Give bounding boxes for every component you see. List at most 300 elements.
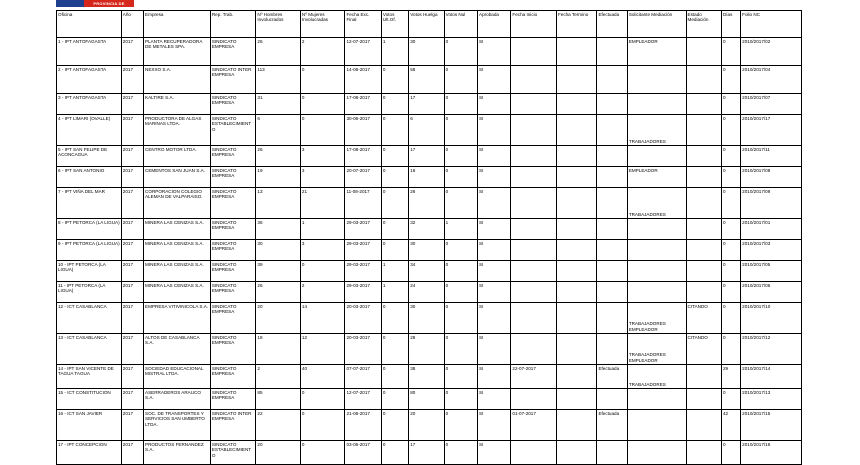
table-cell: 0 (444, 303, 477, 334)
table-cell: 0 (444, 389, 477, 410)
table-cell (597, 188, 627, 219)
table-cell: TRABAJADORES (627, 115, 686, 146)
table-cell: 113 (256, 66, 301, 94)
table-cell: SI (478, 261, 511, 282)
table-cell: 17 (409, 94, 444, 115)
table-cell: SINDICATO EMPRESA (210, 188, 256, 219)
table-cell: 22-07-2017 (511, 365, 557, 389)
table-cell: MINERA LAS CENIZAS S.A. (144, 261, 211, 282)
table-cell (627, 66, 686, 94)
table-cell (511, 282, 557, 303)
table-cell: 2 - IPT ANTOFAGASTA (57, 66, 122, 94)
table-cell: 0 (721, 261, 740, 282)
table-cell: SOCIEDAD EDUCACIONAL MISTRAL LTDA. (144, 365, 211, 389)
table-cell: SI (478, 146, 511, 167)
table-cell (556, 303, 596, 334)
table-cell: 30 (409, 38, 444, 66)
column-header: Empresa (144, 11, 211, 38)
table-cell: 4 - IPT LIMARI (OVALLE) (57, 115, 122, 146)
table-cell: 0 (381, 188, 408, 219)
table-cell: 0 (721, 115, 740, 146)
table-cell: TRABAJADORES (627, 365, 686, 389)
column-header: Estado Mediación (686, 11, 721, 38)
table-cell: 85 (256, 389, 301, 410)
table-cell: 0 (444, 410, 477, 441)
table-cell: 12 (300, 334, 345, 365)
table-cell (597, 389, 627, 410)
table-cell (511, 94, 557, 115)
table-cell (556, 365, 596, 389)
table-row (57, 219, 802, 240)
table-cell: 2010/2017/01 (741, 219, 802, 240)
table-cell: SINDICATO EMPRESA (210, 261, 256, 282)
table-cell: 34 (409, 261, 444, 282)
table-cell: 29-03-2017 (345, 261, 381, 282)
table-row (57, 389, 802, 410)
table-cell: SI (478, 365, 511, 389)
table-cell: 0 (381, 219, 408, 240)
table-cell: PRODUCTORA DE ALGAS MARINAS LTDA. (144, 115, 211, 146)
table-cell: 22 (256, 410, 301, 441)
table-cell (686, 282, 721, 303)
table-cell: 16 (409, 167, 444, 188)
column-header: Fecha Exc. Final (345, 11, 381, 38)
column-header: Nº Hombres Involucrados (256, 11, 301, 38)
table-cell: 2010/2017/11 (741, 146, 802, 167)
table-cell (686, 261, 721, 282)
table-cell: 0 (381, 167, 408, 188)
table-cell (627, 441, 686, 465)
table-cell: ASERRADEROS ARAUCO S.A. (144, 389, 211, 410)
table-cell: 17 (409, 441, 444, 465)
table-cell: SINDICATO EMPRESA (210, 38, 256, 66)
table-row (57, 38, 802, 66)
table-cell (556, 282, 596, 303)
table-cell: 15 - ICT CONSTITUCION (57, 389, 122, 410)
table-cell: 24 (409, 282, 444, 303)
table-cell: SI (478, 38, 511, 66)
table-cell: EMPLEADOR (627, 38, 686, 66)
logo-text: PROVINCIA DE (93, 1, 125, 6)
table-cell: 0 (444, 240, 477, 261)
table-row (57, 167, 802, 188)
table-cell: 80 (409, 389, 444, 410)
table-cell: 2010/2017/13 (741, 389, 802, 410)
column-header: Votos Nul (444, 11, 477, 38)
table-cell (686, 441, 721, 465)
table-cell: 2017 (121, 38, 143, 66)
table-cell: 17-08-2017 (345, 94, 381, 115)
table-cell: SINDICATO ESTABLECIMIENTO (210, 115, 256, 146)
column-header: Fecha Inicio (511, 11, 557, 38)
table-cell: 2010/2017/09 (741, 188, 802, 219)
table-cell: 28 (409, 334, 444, 365)
table-row (57, 441, 802, 465)
table-cell: 0 (721, 38, 740, 66)
table-cell (686, 115, 721, 146)
table-cell: 2017 (121, 146, 143, 167)
table-cell (627, 240, 686, 261)
table-cell: CEMENTOS SAN JUAN S.A. (144, 167, 211, 188)
table-cell: 0 (444, 66, 477, 94)
table-cell (686, 219, 721, 240)
table-cell (511, 219, 557, 240)
table-cell: 0 (444, 334, 477, 365)
table-cell: 14 (300, 303, 345, 334)
table-cell (511, 389, 557, 410)
table-cell: SI (478, 389, 511, 410)
table-cell: 12 - ICT CASABLANCA (57, 303, 122, 334)
table-cell: 2010/2017/10 (741, 303, 802, 334)
table-cell: 18 (256, 334, 301, 365)
table-cell: 0 (444, 261, 477, 282)
table-cell: 2017 (121, 441, 143, 465)
table-cell: 0 (721, 389, 740, 410)
table-cell: SI (478, 219, 511, 240)
table-cell: 01-07-2017 (511, 410, 557, 441)
table-cell: 12-07-2017 (345, 38, 381, 66)
table-cell: 3 (300, 167, 345, 188)
table-row (57, 240, 802, 261)
table-cell: CORPORACION COLEGIO ALEMAN DE VALPARAISO. (144, 188, 211, 219)
table-cell (686, 188, 721, 219)
column-header: Votos Ult.Of. (381, 11, 408, 38)
table-cell: 20 (256, 441, 301, 465)
table-cell: TRABAJADORES (627, 188, 686, 219)
table-cell (686, 38, 721, 66)
table-cell: 1 (381, 282, 408, 303)
table-cell: 3 (300, 240, 345, 261)
table-cell: 2010/2017/06 (741, 282, 802, 303)
table-cell: SINDICATO EMPRESA (210, 240, 256, 261)
table-cell: SINDICATO EMPRESA (210, 219, 256, 240)
table-cell (556, 146, 596, 167)
column-header: Aprobada (478, 11, 511, 38)
table-row (57, 410, 802, 441)
table-cell: SI (478, 66, 511, 94)
column-header: Folio NC (741, 11, 802, 38)
table-cell (686, 167, 721, 188)
table-cell (597, 94, 627, 115)
table-cell: 14 - IPT SAN VICENTE DE TAGUA TAGUA (57, 365, 122, 389)
table-header-row (57, 11, 802, 38)
table-cell: 29-03-2017 (345, 282, 381, 303)
table-cell: 20 (409, 410, 444, 441)
table-cell (511, 334, 557, 365)
table-cell: 07-07-2017 (345, 365, 381, 389)
table-cell: 26 (256, 146, 301, 167)
table-cell: 36 (256, 219, 301, 240)
table-cell: 0 (721, 303, 740, 334)
table-cell: 0 (381, 365, 408, 389)
table-cell (556, 66, 596, 94)
table-cell: 2 (256, 365, 301, 389)
table-cell (597, 282, 627, 303)
table-cell: 3 (300, 146, 345, 167)
table-cell (556, 219, 596, 240)
table-row (57, 282, 802, 303)
table-cell (597, 219, 627, 240)
table-cell (627, 146, 686, 167)
table-cell: 0 (444, 365, 477, 389)
table-cell: 40 (300, 365, 345, 389)
column-header: Efectuada (597, 11, 627, 38)
table-cell (511, 66, 557, 94)
table-cell: KALTIRE S.A. (144, 94, 211, 115)
table-cell: SINDICATO EMPRESA (210, 303, 256, 334)
table-cell: TRABAJADORES EMPLEADOR (627, 303, 686, 334)
table-cell: 2017 (121, 66, 143, 94)
table-cell: 0 (381, 94, 408, 115)
table-cell: 03-05-2017 (345, 441, 381, 465)
table-cell: 16 - ICT SAN JAVIER (57, 410, 122, 441)
table-row (57, 115, 802, 146)
table-cell (556, 240, 596, 261)
table-cell: 0 (721, 167, 740, 188)
table-cell: 6 (256, 115, 301, 146)
table-cell (686, 146, 721, 167)
table-cell: 0 (444, 94, 477, 115)
table-cell: 1 (444, 219, 477, 240)
table-cell: Efectuada (597, 410, 627, 441)
table-row (57, 94, 802, 115)
table-cell: 0 (300, 94, 345, 115)
table-cell (556, 115, 596, 146)
table-cell: SINDICATO EMPRESA (210, 167, 256, 188)
table-cell: 29 (721, 365, 740, 389)
table-cell: 2017 (121, 115, 143, 146)
table-cell: 2017 (121, 167, 143, 188)
table-cell: 7 - IPT VIÑA DEL MAR (57, 188, 122, 219)
table-cell (627, 261, 686, 282)
table-cell: 8 - IPT PETORCA (LA LIGUA) (57, 219, 122, 240)
table-cell: 10 - IPT PETORCA (LA LIGUA) (57, 261, 122, 282)
table-cell: 0 (381, 66, 408, 94)
table-cell: 2017 (121, 334, 143, 365)
column-header: Oficina (57, 11, 122, 38)
table-cell: SI (478, 441, 511, 465)
table-cell: 2017 (121, 94, 143, 115)
table-cell: 6 - IPT SAN ANTONIO (57, 167, 122, 188)
table-cell: 0 (721, 146, 740, 167)
table-cell: SI (478, 94, 511, 115)
table-cell (686, 389, 721, 410)
table-cell: SI (478, 282, 511, 303)
table-cell: 17-08-2017 (345, 146, 381, 167)
table-cell: 5 - IPT SAN FELIPE DE ACONCAGUA (57, 146, 122, 167)
table-cell: 31 (256, 94, 301, 115)
table-cell (511, 167, 557, 188)
table-cell: 2017 (121, 261, 143, 282)
table-cell: 0 (300, 261, 345, 282)
table-cell: 2010/2017/08 (741, 167, 802, 188)
table-cell (556, 94, 596, 115)
table-cell: 20-07-2017 (345, 167, 381, 188)
table-cell (686, 94, 721, 115)
table-cell: SI (478, 115, 511, 146)
table-cell (511, 146, 557, 167)
table-cell: 0 (300, 441, 345, 465)
table-cell: SI (478, 410, 511, 441)
table-cell: SINDICATO ESTABLECIMIENTO (210, 441, 256, 465)
table-cell: NEXXO S.A. (144, 66, 211, 94)
table-cell (556, 410, 596, 441)
table-cell: 11 - IPT PETORCA (LA LIGUA) (57, 282, 122, 303)
table-cell: PRODUCTOS FERNANDEZ S.A. (144, 441, 211, 465)
table-cell: SINDICATO INTER EMPRESA (210, 410, 256, 441)
table-cell (511, 441, 557, 465)
table-cell: 2017 (121, 282, 143, 303)
table-cell: ALTOS DE CASABLANCA S.A. (144, 334, 211, 365)
column-header: Fecha Termino (556, 11, 596, 38)
table-row (57, 188, 802, 219)
table-cell: 0 (721, 188, 740, 219)
table-cell: 30-06-2017 (345, 115, 381, 146)
table-cell: SI (478, 334, 511, 365)
column-header: Días (721, 11, 740, 38)
table-cell (597, 66, 627, 94)
table-cell: MINERA LAS CENIZAS S.A. (144, 240, 211, 261)
table-cell: 2010/2017/14 (741, 365, 802, 389)
table-cell (597, 167, 627, 188)
ministry-logo (56, 0, 134, 7)
table-cell (627, 389, 686, 410)
table-cell: 17 - IPT CONCEPCION (57, 441, 122, 465)
table-cell: 13 (256, 188, 301, 219)
table-cell: 0 (300, 66, 345, 94)
table-cell: 0 (381, 334, 408, 365)
column-header: Nº Mujeres Involucradas (300, 11, 345, 38)
table-cell (627, 94, 686, 115)
table-cell: 2010/2017/02 (741, 38, 802, 66)
table-cell: 20 (256, 303, 301, 334)
table-cell: SI (478, 188, 511, 219)
table-cell: 26 (256, 282, 301, 303)
table-cell: 2010/2017/17 (741, 115, 802, 146)
table-row (57, 303, 802, 334)
table-cell: SINDICATO INTER EMPRESA (210, 66, 256, 94)
table-cell: 0 (721, 240, 740, 261)
table-cell: 0 (721, 282, 740, 303)
table-cell: 0 (444, 115, 477, 146)
table-cell: MINERA LAS CENIZAS S.A. (144, 219, 211, 240)
table-cell (597, 146, 627, 167)
table-cell: 2010/2017/16 (741, 441, 802, 465)
table-cell: MINERA LAS CENIZAS S.A. (144, 282, 211, 303)
table-cell: SI (478, 240, 511, 261)
table-cell: EMPRESA VITIVINICOLA S.A. (144, 303, 211, 334)
table-cell (627, 282, 686, 303)
table-cell: 0 (381, 410, 408, 441)
table-cell: 2017 (121, 303, 143, 334)
table-cell: 0 (381, 115, 408, 146)
table-cell: SINDICATO EMPRESA (210, 146, 256, 167)
table-cell: PLANTA RECUPERADORA DE METALES SPA. (144, 38, 211, 66)
table-cell: 0 (381, 441, 408, 465)
table-cell (627, 219, 686, 240)
table-cell: 0 (300, 410, 345, 441)
table-cell (556, 389, 596, 410)
table-cell (556, 167, 596, 188)
table-cell: Efectuada (597, 365, 627, 389)
table-cell: 2010/2017/15 (741, 410, 802, 441)
table-cell: 2017 (121, 389, 143, 410)
table-cell: 0 (721, 334, 740, 365)
table-cell: 0 (381, 303, 408, 334)
table-cell (556, 261, 596, 282)
table-cell (597, 115, 627, 146)
table-cell: 2010/2017/12 (741, 334, 802, 365)
table-cell (511, 261, 557, 282)
table-cell: EMPLEADOR (627, 167, 686, 188)
table-cell: SINDICATO EMPRESA (210, 282, 256, 303)
table-cell: 0 (300, 115, 345, 146)
table-cell (686, 66, 721, 94)
table-row (57, 334, 802, 365)
table-cell: 14-06-2017 (345, 66, 381, 94)
table-cell (686, 240, 721, 261)
column-header: Año (121, 11, 143, 38)
table-cell: SINDICATO EMPRESA (210, 334, 256, 365)
table-cell: 0 (444, 441, 477, 465)
table-cell: 32 (409, 219, 444, 240)
column-header: Rep. Trab. (210, 11, 256, 38)
table-cell: 2017 (121, 410, 143, 441)
table-cell: 11-08-2017 (345, 188, 381, 219)
table-cell: 12-07-2017 (345, 389, 381, 410)
table-cell: 2 (300, 282, 345, 303)
table-row (57, 146, 802, 167)
table-cell: 2017 (121, 219, 143, 240)
table-cell: CITANDO (686, 303, 721, 334)
table-cell: CENTRO MOTOR LTDA. (144, 146, 211, 167)
table-cell: 26 (256, 38, 301, 66)
table-cell (556, 38, 596, 66)
table-cell: 0 (444, 167, 477, 188)
table-cell: 19 (256, 167, 301, 188)
table-cell: 0 (381, 146, 408, 167)
table-cell: 9 - IPT PETORCA (LA LIGUA) (57, 240, 122, 261)
table-cell (511, 240, 557, 261)
table-cell: 2010/2017/04 (741, 66, 802, 94)
table-cell: 0 (381, 240, 408, 261)
table-cell (511, 115, 557, 146)
table-cell: SI (478, 167, 511, 188)
column-header: Votos Huelga (409, 11, 444, 38)
table-cell: 30 (409, 240, 444, 261)
table-cell: 58 (409, 66, 444, 94)
table-cell: 20-03-2017 (345, 303, 381, 334)
table-cell (597, 334, 627, 365)
table-cell: 2 (300, 38, 345, 66)
table-cell: 0 (444, 38, 477, 66)
table-cell: SINDICATO EMPRESA (210, 389, 256, 410)
table-row (57, 261, 802, 282)
table-cell: 30 (256, 240, 301, 261)
table-cell: 29-03-2017 (345, 219, 381, 240)
table-row (57, 365, 802, 389)
table-cell: 29-03-2017 (345, 240, 381, 261)
table-cell: TRABAJADORES EMPLEADOR (627, 334, 686, 365)
table-cell: 2010/2017/07 (741, 94, 802, 115)
table-cell (597, 441, 627, 465)
table-cell: 42 (721, 410, 740, 441)
column-header: Solicitante Mediación (627, 11, 686, 38)
table-cell: 0 (721, 94, 740, 115)
table-cell: 39 (256, 261, 301, 282)
table-cell: 20-03-2017 (345, 334, 381, 365)
table-cell: 2017 (121, 240, 143, 261)
